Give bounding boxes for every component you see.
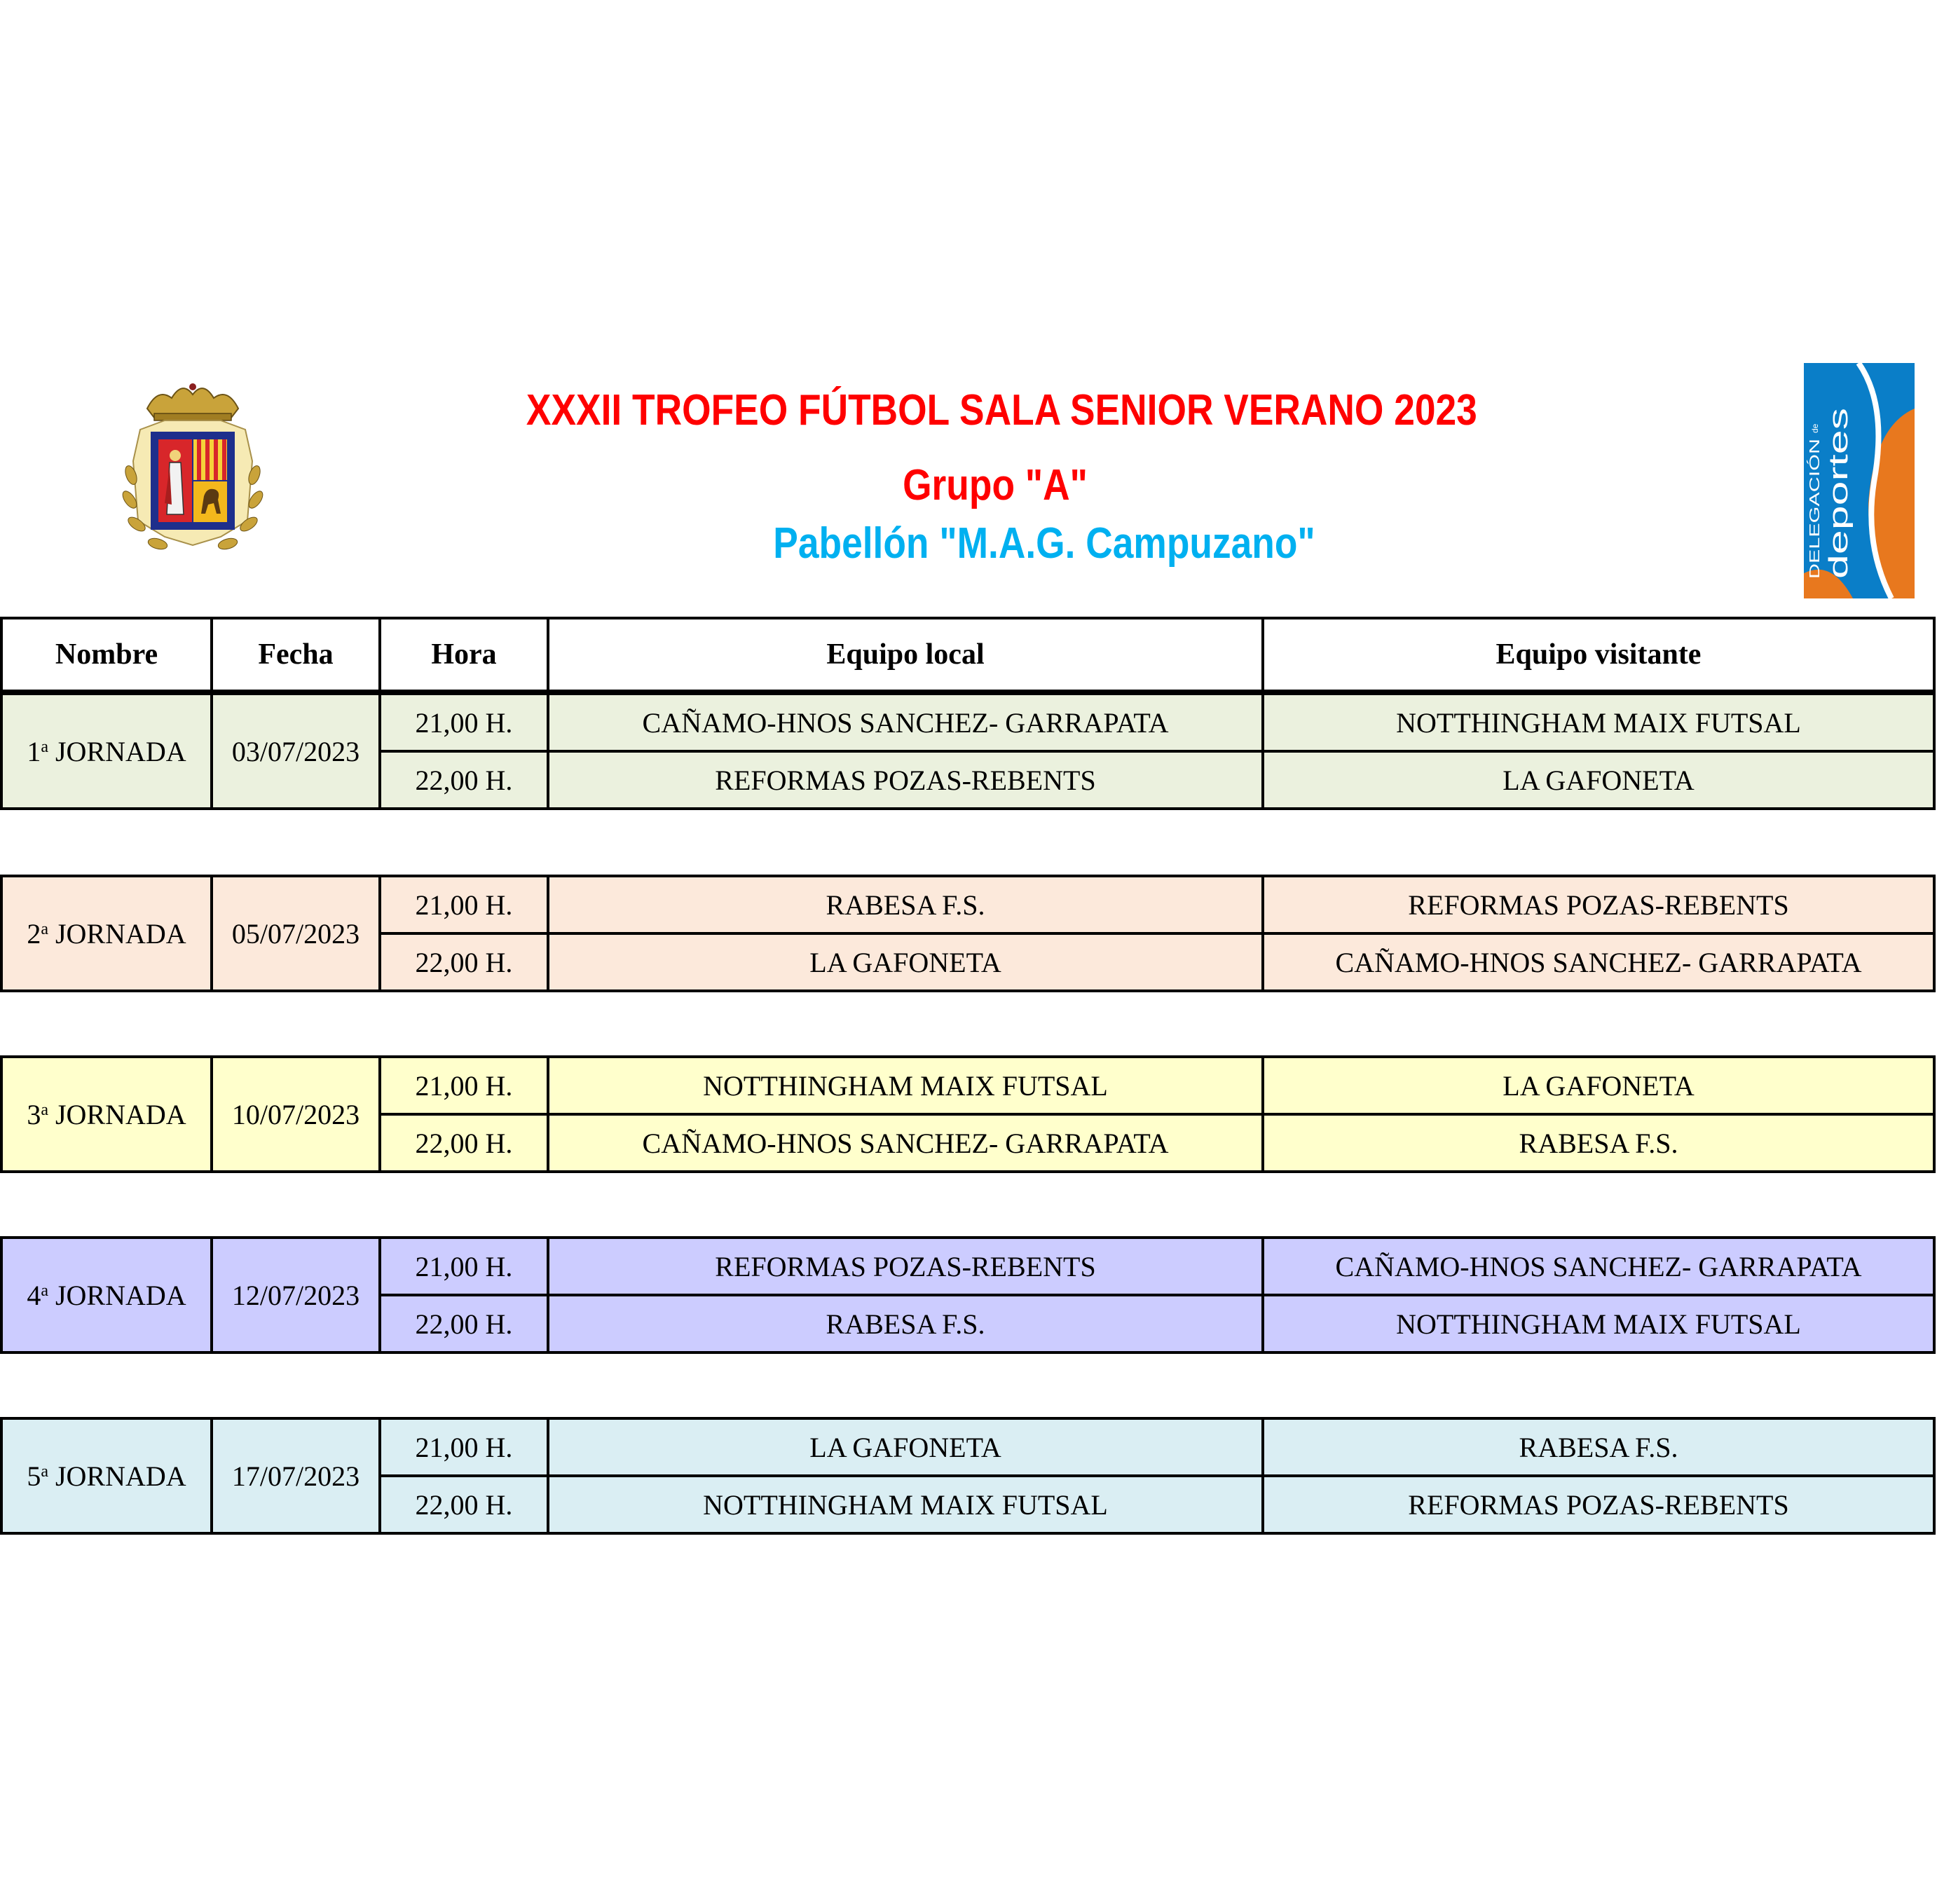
local-team: NOTTHINGHAM MAIX FUTSAL [548,1057,1263,1114]
local-team: REFORMAS POZAS-REBENTS [548,1238,1263,1295]
local-team: RABESA F.S. [548,876,1263,933]
visitor-team: REFORMAS POZAS-REBENTS [1263,876,1934,933]
match-time: 22,00 H. [380,1476,548,1533]
column-header-equipo-local: Equipo local [548,618,1263,691]
jornada-number: 5 [27,1460,41,1492]
visitor-team: RABESA F.S. [1263,1114,1934,1172]
match-time: 21,00 H. [380,1238,548,1295]
visitor-team: NOTTHINGHAM MAIX FUTSAL [1263,694,1934,751]
jornada-label: JORNADA [48,735,186,767]
column-header-hora: Hora [380,618,548,691]
visitor-team: RABESA F.S. [1263,1418,1934,1476]
catalan-stripes [193,439,227,480]
jornada-label: JORNADA [48,1279,186,1311]
visitor-team: LA GAFONETA [1263,751,1934,809]
crown-icon [147,383,238,420]
local-team: CAÑAMO-HNOS SANCHEZ- GARRAPATA [548,1114,1263,1172]
local-team: LA GAFONETA [548,933,1263,991]
jornada-ordinal: a [41,1281,48,1300]
match-time: 22,00 H. [380,1295,548,1352]
jornada-number: 2 [27,917,41,950]
visitor-team: NOTTHINGHAM MAIX FUTSAL [1263,1295,1934,1352]
jornada-name [1,1238,212,1352]
venue-title: Pabellón "M.A.G. Campuzano" [773,519,1315,568]
column-header-fecha: Fecha [212,618,380,691]
match-row [1,876,1934,933]
visitor-team: LA GAFONETA [1263,1057,1934,1114]
jornada-block [0,1055,1936,1173]
jornada-ordinal: a [41,737,48,756]
match-time: 22,00 H. [380,933,548,991]
logo-text-de: de [1810,423,1820,433]
jornada-block [0,1417,1936,1535]
match-time: 21,00 H. [380,1418,548,1476]
jornada-date: 03/07/2023 [212,694,380,809]
match-row [1,694,1934,751]
jornada-date: 10/07/2023 [212,1057,380,1172]
match-time: 21,00 H. [380,1057,548,1114]
jornada-date: 05/07/2023 [212,876,380,991]
jornada-name [1,876,212,991]
column-header-nombre: Nombre [1,618,212,691]
jornada-block [0,875,1936,992]
page-title: XXXII TROFEO FÚTBOL SALA SENIOR VERANO 2023 [526,386,1477,434]
delegacion-deportes-logo [1804,363,1915,598]
match-row [1,1418,1934,1476]
visitor-team: CAÑAMO-HNOS SANCHEZ- GARRAPATA [1263,933,1934,991]
visitor-team: REFORMAS POZAS-REBENTS [1263,1476,1934,1533]
jornada-number: 1 [27,735,41,767]
local-team: RABESA F.S. [548,1295,1263,1352]
jornada-number: 4 [27,1279,41,1311]
jornada-date: 17/07/2023 [212,1418,380,1533]
column-header-equipo-visitante: Equipo visitante [1263,618,1934,691]
jornada-ordinal: a [41,1462,48,1481]
match-time: 21,00 H. [380,694,548,751]
jornada-date: 12/07/2023 [212,1238,380,1352]
coat-of-arms-logo [116,377,270,559]
match-time: 22,00 H. [380,1114,548,1172]
logo-text-deportes: deportes [1824,475,1854,579]
match-row [1,1057,1934,1114]
match-row [1,1238,1934,1295]
match-time: 22,00 H. [380,751,548,809]
local-team: CAÑAMO-HNOS SANCHEZ- GARRAPATA [548,694,1263,751]
schedule-header [0,617,1936,692]
local-team: LA GAFONETA [548,1418,1263,1476]
jornada-name [1,1057,212,1172]
local-team: REFORMAS POZAS-REBENTS [548,751,1263,809]
match-time: 21,00 H. [380,876,548,933]
jornada-ordinal: a [41,919,48,938]
jornada-label: JORNADA [48,1098,186,1130]
jornada-label: JORNADA [48,1460,186,1492]
visitor-team: CAÑAMO-HNOS SANCHEZ- GARRAPATA [1263,1238,1934,1295]
jornada-block [0,1236,1936,1354]
jornada-label: JORNADA [48,917,186,950]
local-team: NOTTHINGHAM MAIX FUTSAL [548,1476,1263,1533]
jornada-name [1,1418,212,1533]
jornada-number: 3 [27,1098,41,1130]
group-title: Grupo "A" [903,461,1088,509]
header-row [1,618,1934,691]
logo-text-delegacion: DELEGACIÓN [1807,486,1823,579]
jornada-name [1,694,212,809]
jornada-block [0,692,1936,810]
jornada-ordinal: a [41,1100,48,1119]
